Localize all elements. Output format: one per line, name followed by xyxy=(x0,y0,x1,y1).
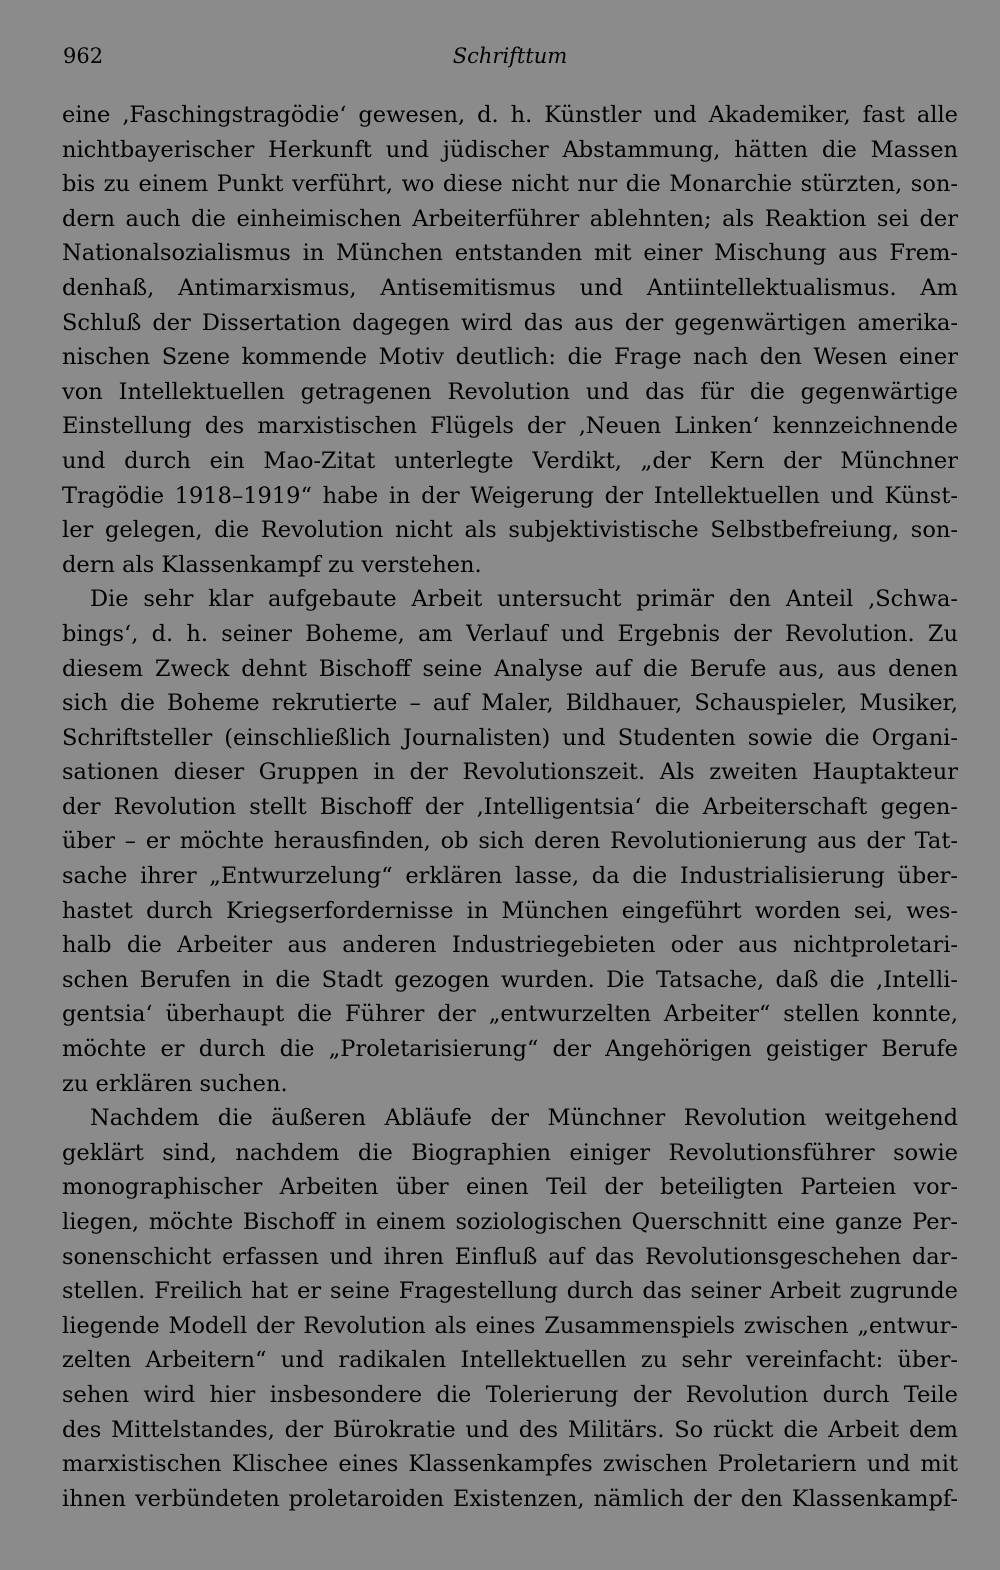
text-line: bings‘, d. h. seiner Boheme, am Verlauf und Ergebnis der Revolution. Zu xyxy=(62,620,958,647)
paragraph-start-line: Nachdem die äußeren Abläufe der Münchner Revolution weitgehend xyxy=(90,1105,958,1132)
text-line: gentsia‘ überhaupt die Führer der „entwurzelten Arbeiter“ stellen konnte, xyxy=(62,1001,958,1028)
text-line: der Revolution stellt Bischoff der ‚Intelligentsia‘ die Arbeiterschaft gegen- xyxy=(62,793,958,820)
text-line: halb die Arbeiter aus anderen Industriegebieten oder aus nichtproletari- xyxy=(62,932,958,959)
text-line: zelten Arbeitern“ und radikalen Intellektuellen zu sehr vereinfacht: über- xyxy=(62,1347,958,1374)
body-text xyxy=(62,98,958,1516)
text-line: monographischer Arbeiten über einen Teil der beteiligten Parteien vor- xyxy=(62,1174,958,1201)
text-line: stellen. Freilich hat er seine Fragestellung durch das seiner Arbeit zugrunde xyxy=(62,1278,958,1305)
text-line: schen Berufen in die Stadt gezogen wurden. Die Tatsache, daß die ‚Intelli- xyxy=(62,966,958,993)
text-line: über – er möchte herausfinden, ob sich deren Revolutionierung aus der Tat- xyxy=(62,828,958,855)
text-line: Tragödie 1918–1919“ habe in der Weigerung der Intellektuellen und Künst- xyxy=(62,482,958,509)
text-line: Schluß der Dissertation dagegen wird das aus der gegenwärtigen amerika- xyxy=(62,309,958,336)
text-line: bis zu einem Punkt verführt, wo diese nicht nur die Monarchie stürzten, son- xyxy=(62,171,958,198)
running-title: Schrifttum xyxy=(452,44,568,68)
text-line: nischen Szene kommende Motiv deutlich: die Frage nach den Wesen einer xyxy=(62,344,958,371)
text-line: des Mittelstandes, der Bürokratie und des Militärs. So rückt die Arbeit dem xyxy=(62,1416,958,1443)
text-line: sationen dieser Gruppen in der Revolutionszeit. Als zweiten Hauptakteur xyxy=(62,759,958,786)
text-line: Einstellung des marxistischen Flügels der ‚Neuen Linken‘ kennzeichnende xyxy=(62,413,958,440)
text-line: dern auch die einheimischen Arbeiterführer ablehnten; als Reaktion sei der xyxy=(62,205,958,232)
text-line: marxistischen Klischee eines Klassenkampfes zwischen Proletariern und mit xyxy=(62,1451,958,1478)
page-number: 962 xyxy=(63,44,104,68)
text-line: sache ihrer „Entwurzelung“ erklären lasse, da die Industrialisierung über- xyxy=(62,863,958,890)
text-line: liegende Modell der Revolution als eines Zusammenspiels zwischen „entwur- xyxy=(62,1312,958,1339)
text-line: liegen, möchte Bischoff in einem soziologischen Querschnitt eine ganze Per- xyxy=(62,1209,958,1235)
text-line: denhaß, Antimarxismus, Antisemitismus und Antiintellektualismus. Am xyxy=(62,274,958,301)
text-line: eine ‚Faschingstragödie‘ gewesen, d. h. Künstler und Akademiker, fast alle xyxy=(62,102,958,128)
text-line: und durch ein Mao-Zitat unterlegte Verdikt, „der Kern der Münchner xyxy=(62,447,958,474)
text-line: ihnen verbündeten proletaroiden Existenzen, nämlich der den Klassenkampf- xyxy=(62,1485,958,1512)
text-line: sonenschicht erfassen und ihren Einfluß auf das Revolutionsgeschehen dar- xyxy=(62,1243,958,1270)
text-line: geklärt sind, nachdem die Biographien einiger Revolutionsführer sowie xyxy=(62,1139,958,1166)
text-line: hastet durch Kriegserfordernisse in München eingeführt worden sei, wes- xyxy=(62,897,958,924)
text-line: möchte er durch die „Proletarisierung“ der Angehörigen geistiger Berufe xyxy=(62,1036,958,1063)
text-line: nichtbayerischer Herkunft und jüdischer Abstammung, hätten die Massen xyxy=(62,136,958,163)
paragraph-end-line: zu erklären suchen. xyxy=(62,1070,288,1097)
text-line: sehen wird hier insbesondere die Tolerierung der Revolution durch Teile xyxy=(62,1381,958,1408)
paragraph-start-line: Die sehr klar aufgebaute Arbeit untersucht primär den Anteil ‚Schwa- xyxy=(90,586,958,613)
paragraph-end-line: dern als Klassenkampf zu verstehen. xyxy=(62,551,482,578)
text-line: ler gelegen, die Revolution nicht als subjektivistische Selbstbefreiung, son- xyxy=(62,517,958,544)
text-line: sich die Boheme rekrutierte – auf Maler, Bildhauer, Schauspieler, Musiker, xyxy=(62,690,958,717)
text-line: Nationalsozialismus in München entstanden mit einer Mischung aus Frem- xyxy=(62,240,958,267)
text-line: von Intellektuellen getragenen Revolution und das für die gegenwärtige xyxy=(62,378,958,405)
text-line: diesem Zweck dehnt Bischoff seine Analyse auf die Berufe aus, aus denen xyxy=(62,655,958,682)
text-line: Schriftsteller (einschließlich Journalisten) und Studenten sowie die Organi- xyxy=(62,724,958,751)
